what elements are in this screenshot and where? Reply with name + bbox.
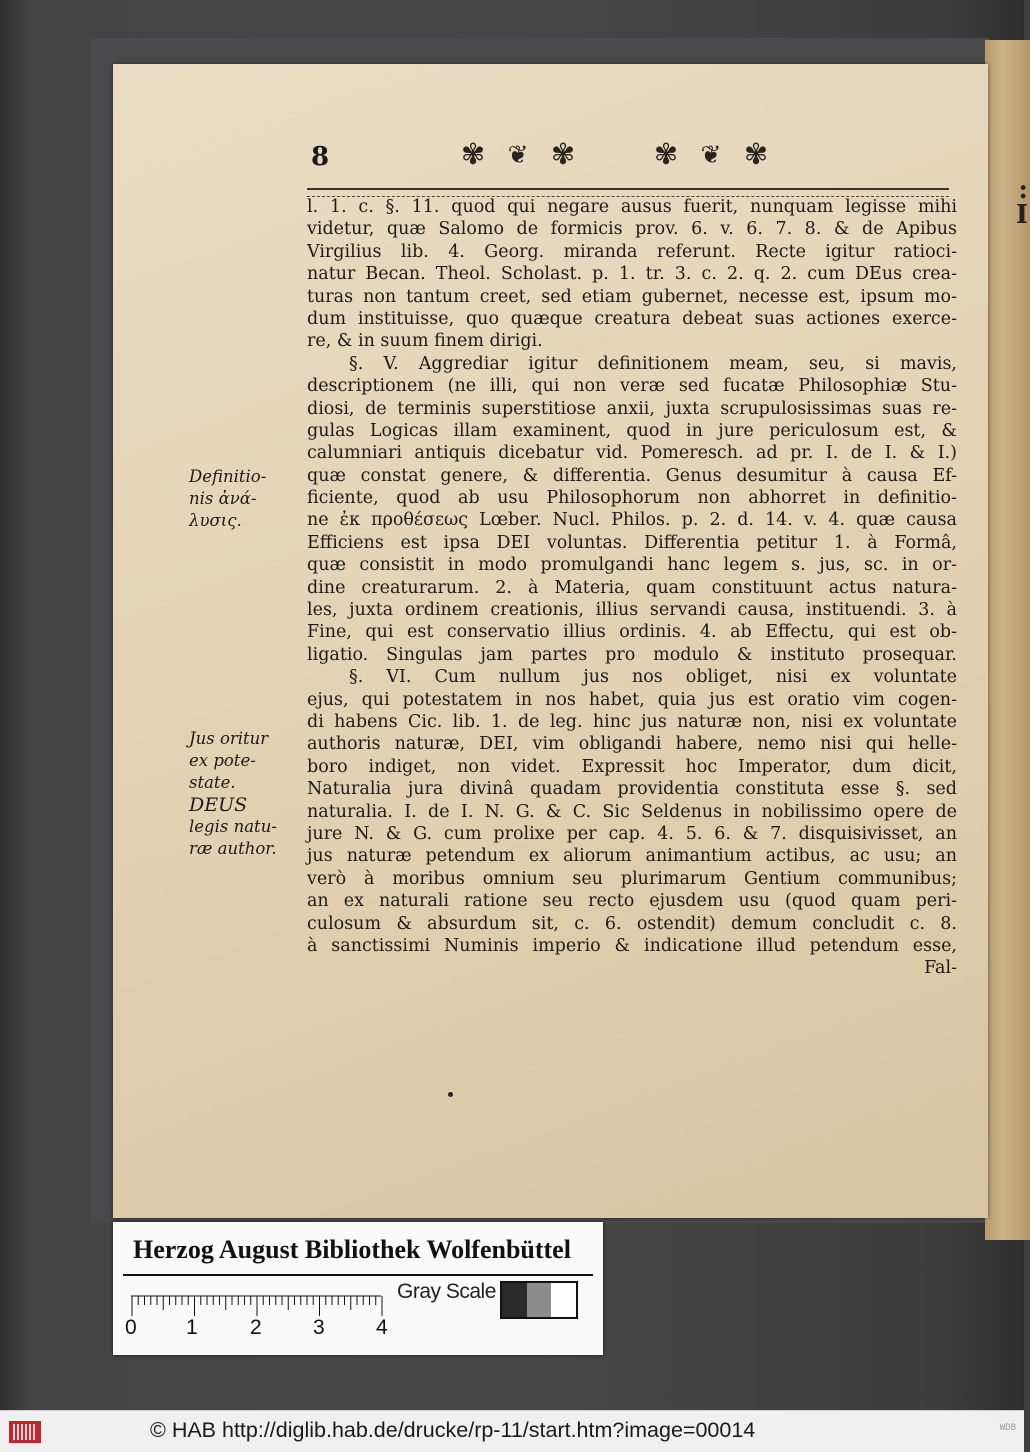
ruler-number: 0 [125, 1316, 137, 1339]
text-line: ligatio. Singulas jam partes pro modulo & instituto prosequar. [307, 644, 957, 665]
gray-scale-swatches [500, 1281, 578, 1319]
text-line: gulas Logicas illam examinent, quod in jure periculosum est, & [307, 420, 957, 441]
library-name: Herzog August Bibliothek Wolfenbüttel [133, 1235, 571, 1264]
gray-scale-label: Gray Scale [397, 1280, 496, 1303]
ruler-scale [131, 1296, 381, 1318]
text-line: Efficiens est ipsa DEI voluntas. Differentia petitur 1. à Formâ, [307, 532, 957, 553]
gray-swatch-mid [527, 1283, 552, 1317]
margin-note-line: state. [189, 773, 236, 792]
margin-note-line: nis ἀνά- [189, 489, 257, 508]
text-line: ejus, qui potestatem in nos habet, quia jus est oratio vim cogen- [307, 689, 957, 710]
text-line: descriptionem (ne illi, qui non veræ sed fucatæ Philosophiæ Stu- [307, 376, 957, 397]
adjacent-page-edge [985, 40, 1030, 1240]
text-line: naturalia. I. de I. N. G. & C. Sic Seldenus in nobilissimo opere de [307, 801, 957, 822]
text-line: ne ἐκ προθέσεως Lœber. Nucl. Philos. p. 2. d. 14. v. 4. quæ causa [307, 510, 957, 531]
text-line: les, juxta ordinem creationis, illius servandi causa, instituendi. 3. à [307, 600, 957, 621]
ornament-leaf-icon: ❦ [507, 139, 529, 169]
text-line: turas non tantum creet, sed etiam gubernet, necesse est, ipsum mo- [307, 286, 957, 307]
text-line: jus naturæ petendum ex aliorum animantium actibus, ac usu; an [307, 846, 957, 867]
text-line: dine creaturarum. 2. à Materia, quam constituunt actus natura- [307, 577, 957, 598]
text-line: natur Becan. Theol. Scholast. p. 1. tr. 3. c. 2. q. 2. cum DEus crea- [307, 264, 957, 285]
text-line: dum instituisse, quo quæque creatura debeat suas actiones exerce- [307, 308, 957, 329]
text-line: an ex naturali ratione seu recto ejusdem usu (quod quam peri- [307, 891, 957, 912]
adjacent-page-mark: : [1018, 175, 1028, 205]
footer-corner-mark: WDB [999, 1423, 1016, 1433]
text-line: quæ consistit in modo promulgandi hanc legem s. jus, sc. in or- [307, 555, 957, 576]
ornament-flower-icon: ✾ [653, 136, 679, 171]
book-page [113, 64, 988, 1218]
text-line: à sanctissimi Numinis imperio & indicatione illud petendum esse, [307, 935, 957, 956]
text-line: re, & in suum finem dirigi. [307, 331, 543, 352]
page-number: 8 [311, 142, 330, 172]
copyright-link[interactable]: © HAB http://diglib.hab.de/drucke/rp-11/start.htm?image=00014 [150, 1418, 756, 1442]
ornament-flower-icon: ✾ [743, 136, 769, 171]
ruler-number: 4 [376, 1316, 388, 1339]
text-line: Fine, qui est conservatio illius ordinis. 4. ab Effectu, qui est ob- [307, 622, 957, 643]
header-ornament-right [646, 134, 776, 174]
gray-swatch-dark [502, 1283, 527, 1317]
margin-note-line: ex pote- [189, 751, 256, 770]
section-heading-line: §. VI. Cum nullum jus nos obliget, nisi ex voluntate [349, 667, 957, 688]
text-line: culosum & absurdum sit, c. 6. ostendit) demum concludit c. 8. [307, 913, 957, 934]
header-ornament-left [453, 134, 583, 174]
margin-note-line: Definitio- [189, 467, 267, 486]
text-line: calumniari antiquis dicebatur vid. Pomeresch. ad pr. I. de I. & I.) [307, 443, 957, 464]
text-line: jure N. & G. cum prolixe per cap. 4. 5. 6. & 7. disquisivisset, an [307, 823, 957, 844]
text-line: ficiente, quod ab usu Philosophorum non abhorret in definitio- [307, 488, 957, 509]
margin-note-line: ræ author. [189, 839, 277, 858]
color-reference-card [113, 1222, 603, 1355]
text-line: verò à moribus omnium seu plurimarum Gentium communibus; [307, 868, 957, 889]
margin-note-jus-oritur [189, 728, 277, 860]
ink-dot [448, 1092, 453, 1097]
ruler-number: 2 [250, 1316, 262, 1339]
ruler-number: 3 [313, 1316, 325, 1339]
margin-note-definition [189, 466, 266, 532]
footer-bar [0, 1410, 1024, 1452]
text-line: authoris naturæ, DEI, vim obligandi habere, nemo nisi qui helle- [307, 734, 957, 755]
text-line: Virgilius lib. 4. Georg. miranda referunt. Recte igitur ratioci- [307, 241, 957, 262]
hab-logo-icon [8, 1417, 42, 1447]
adjacent-page-mark: I [1015, 200, 1028, 230]
margin-note-line: Jus oritur [189, 729, 269, 748]
text-line: diosi, de terminis superstitiose anxii, juxta scrupulosissimas suas re- [307, 398, 957, 419]
margin-note-line: legis natu- [189, 817, 277, 836]
text-line: di habens Cic. lib. 1. de leg. hinc jus naturæ non, nisi ex voluntate [307, 711, 957, 732]
text-line: quæ constat genere, & differentia. Genus desumitur à causa Ef- [307, 465, 957, 486]
text-line: boro indiget, non videt. Expressit hoc Imperator, dum dicit, [307, 756, 957, 777]
margin-note-line: λυσις. [189, 511, 242, 530]
page-body-text [307, 196, 957, 980]
margin-note-line: DEUS [189, 794, 248, 816]
section-heading-line: §. V. Aggrediar igitur definitionem meam, seu, si mavis, [349, 353, 957, 374]
text-line: Naturalia jura divinâ quadam providentia constituta esse §. sed [307, 779, 957, 800]
ornament-leaf-icon: ❦ [700, 139, 722, 169]
card-rule [123, 1274, 593, 1276]
gray-swatch-white [551, 1283, 576, 1317]
text-line: l. 1. c. §. 11. quod qui negare ausus fuerit, nunquam legisse mihi [307, 197, 957, 217]
ornament-flower-icon: ✾ [550, 136, 576, 171]
catchword: Fal- [924, 958, 957, 979]
ornament-flower-icon: ✾ [460, 136, 486, 171]
ruler-number: 1 [186, 1316, 198, 1339]
text-line: videtur, quæ Salomo de formicis prov. 6. v. 6. 7. 8. & de Apibus [307, 219, 957, 240]
